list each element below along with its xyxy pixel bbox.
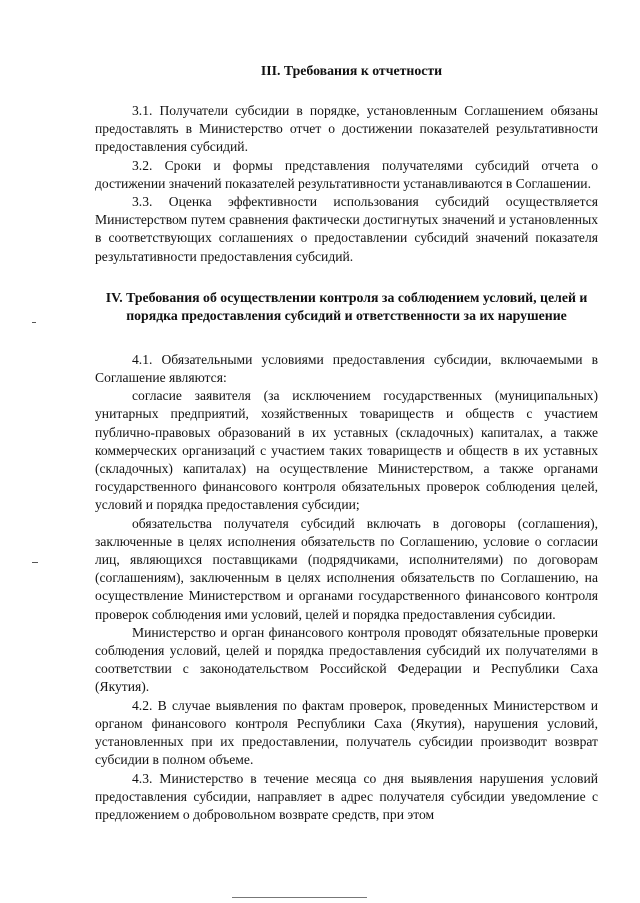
paragraph-consent: согласие заявителя (за исключением государственных (муниципальных) унитарных предприятий, хозяйственных товариществ и обществ с участием публично-правовых образований в их уставных (складочных) капиталах, а также коммерческих организаций с участием таких товариществ и обществ в их уставных (складочных) капиталах) на осуществление Министерством, а также органами государственного финансового контроля обязательных проверок соблюдения целей, условий и порядка предоставления субсидии; xyxy=(95,388,598,513)
section-4-heading: IV. Требования об осуществлении контроля за соблюдением условий, целей и порядка предоставления субсидий и ответственности за их нарушение xyxy=(105,289,588,323)
bottom-divider xyxy=(232,897,367,898)
section-3-heading: III. Требования к отчетности xyxy=(260,63,443,78)
paragraph-4-3: 4.3. Министерство в течение месяца со дня выявления нарушения условий предоставления субсидии, направляет в адрес получателя субсидии уведомление с предложением о добровольном возврате средств, при этом xyxy=(95,770,598,822)
paragraph-inspections: Министерство и орган финансового контроля проводят обязательные проверки соблюдения условий, целей и порядка предоставления субсидий их получателями в соответствии с законодательством Российской Федерации и Республики Саха (Якутия). xyxy=(95,624,598,695)
paragraph-obligations: обязательства получателя субсидий включать в договоры (соглашения), заключенные в целях исполнения обязательств по Соглашению, условие о согласии лиц, являющихся поставщиками (подрядчиками, исполнителями) по договорам (соглашениям), заключенным в целях исполнения обязательств по Соглашению, на осуществление Министерством и органами государственного финансового контроля проверок соблюдения ими условий, целей и порядка предоставления субсидии. xyxy=(95,515,598,622)
paragraph-3-2: 3.2. Сроки и формы представления получателями субсидий отчета о достижении значений показателей результативности устанавливаются в Соглашении. xyxy=(95,157,598,191)
document-body xyxy=(95,60,598,824)
paragraph-3-3: 3.3. Оценка эффективности использования субсидий осуществляется Министерством путем сравнения фактически достигнутых значений и установленных в соответствующих соглашениях о предоставлении субсидий значений показателя результативности предоставления субсидий. xyxy=(95,194,598,264)
paragraph-3-1: 3.1. Получатели субсидии в порядке, установленным Соглашением обязаны предоставлять в Министерство отчет о достижении показателей результативности предоставления субсидий. xyxy=(95,103,598,155)
paragraph-4-1: 4.1. Обязательными условиями предоставления субсидии, включаемыми в Соглашение являются: xyxy=(95,351,598,386)
scan-mark xyxy=(32,322,36,323)
paragraph-4-2: 4.2. В случае выявления по фактам проверок, проведенных Министерством и органом финансового контроля Республики Саха (Якутия), нарушения условий, установленных при их предоставлении, получатель субсидии производит возврат субсидии в полном объеме. xyxy=(95,697,598,768)
scan-mark xyxy=(32,562,38,563)
